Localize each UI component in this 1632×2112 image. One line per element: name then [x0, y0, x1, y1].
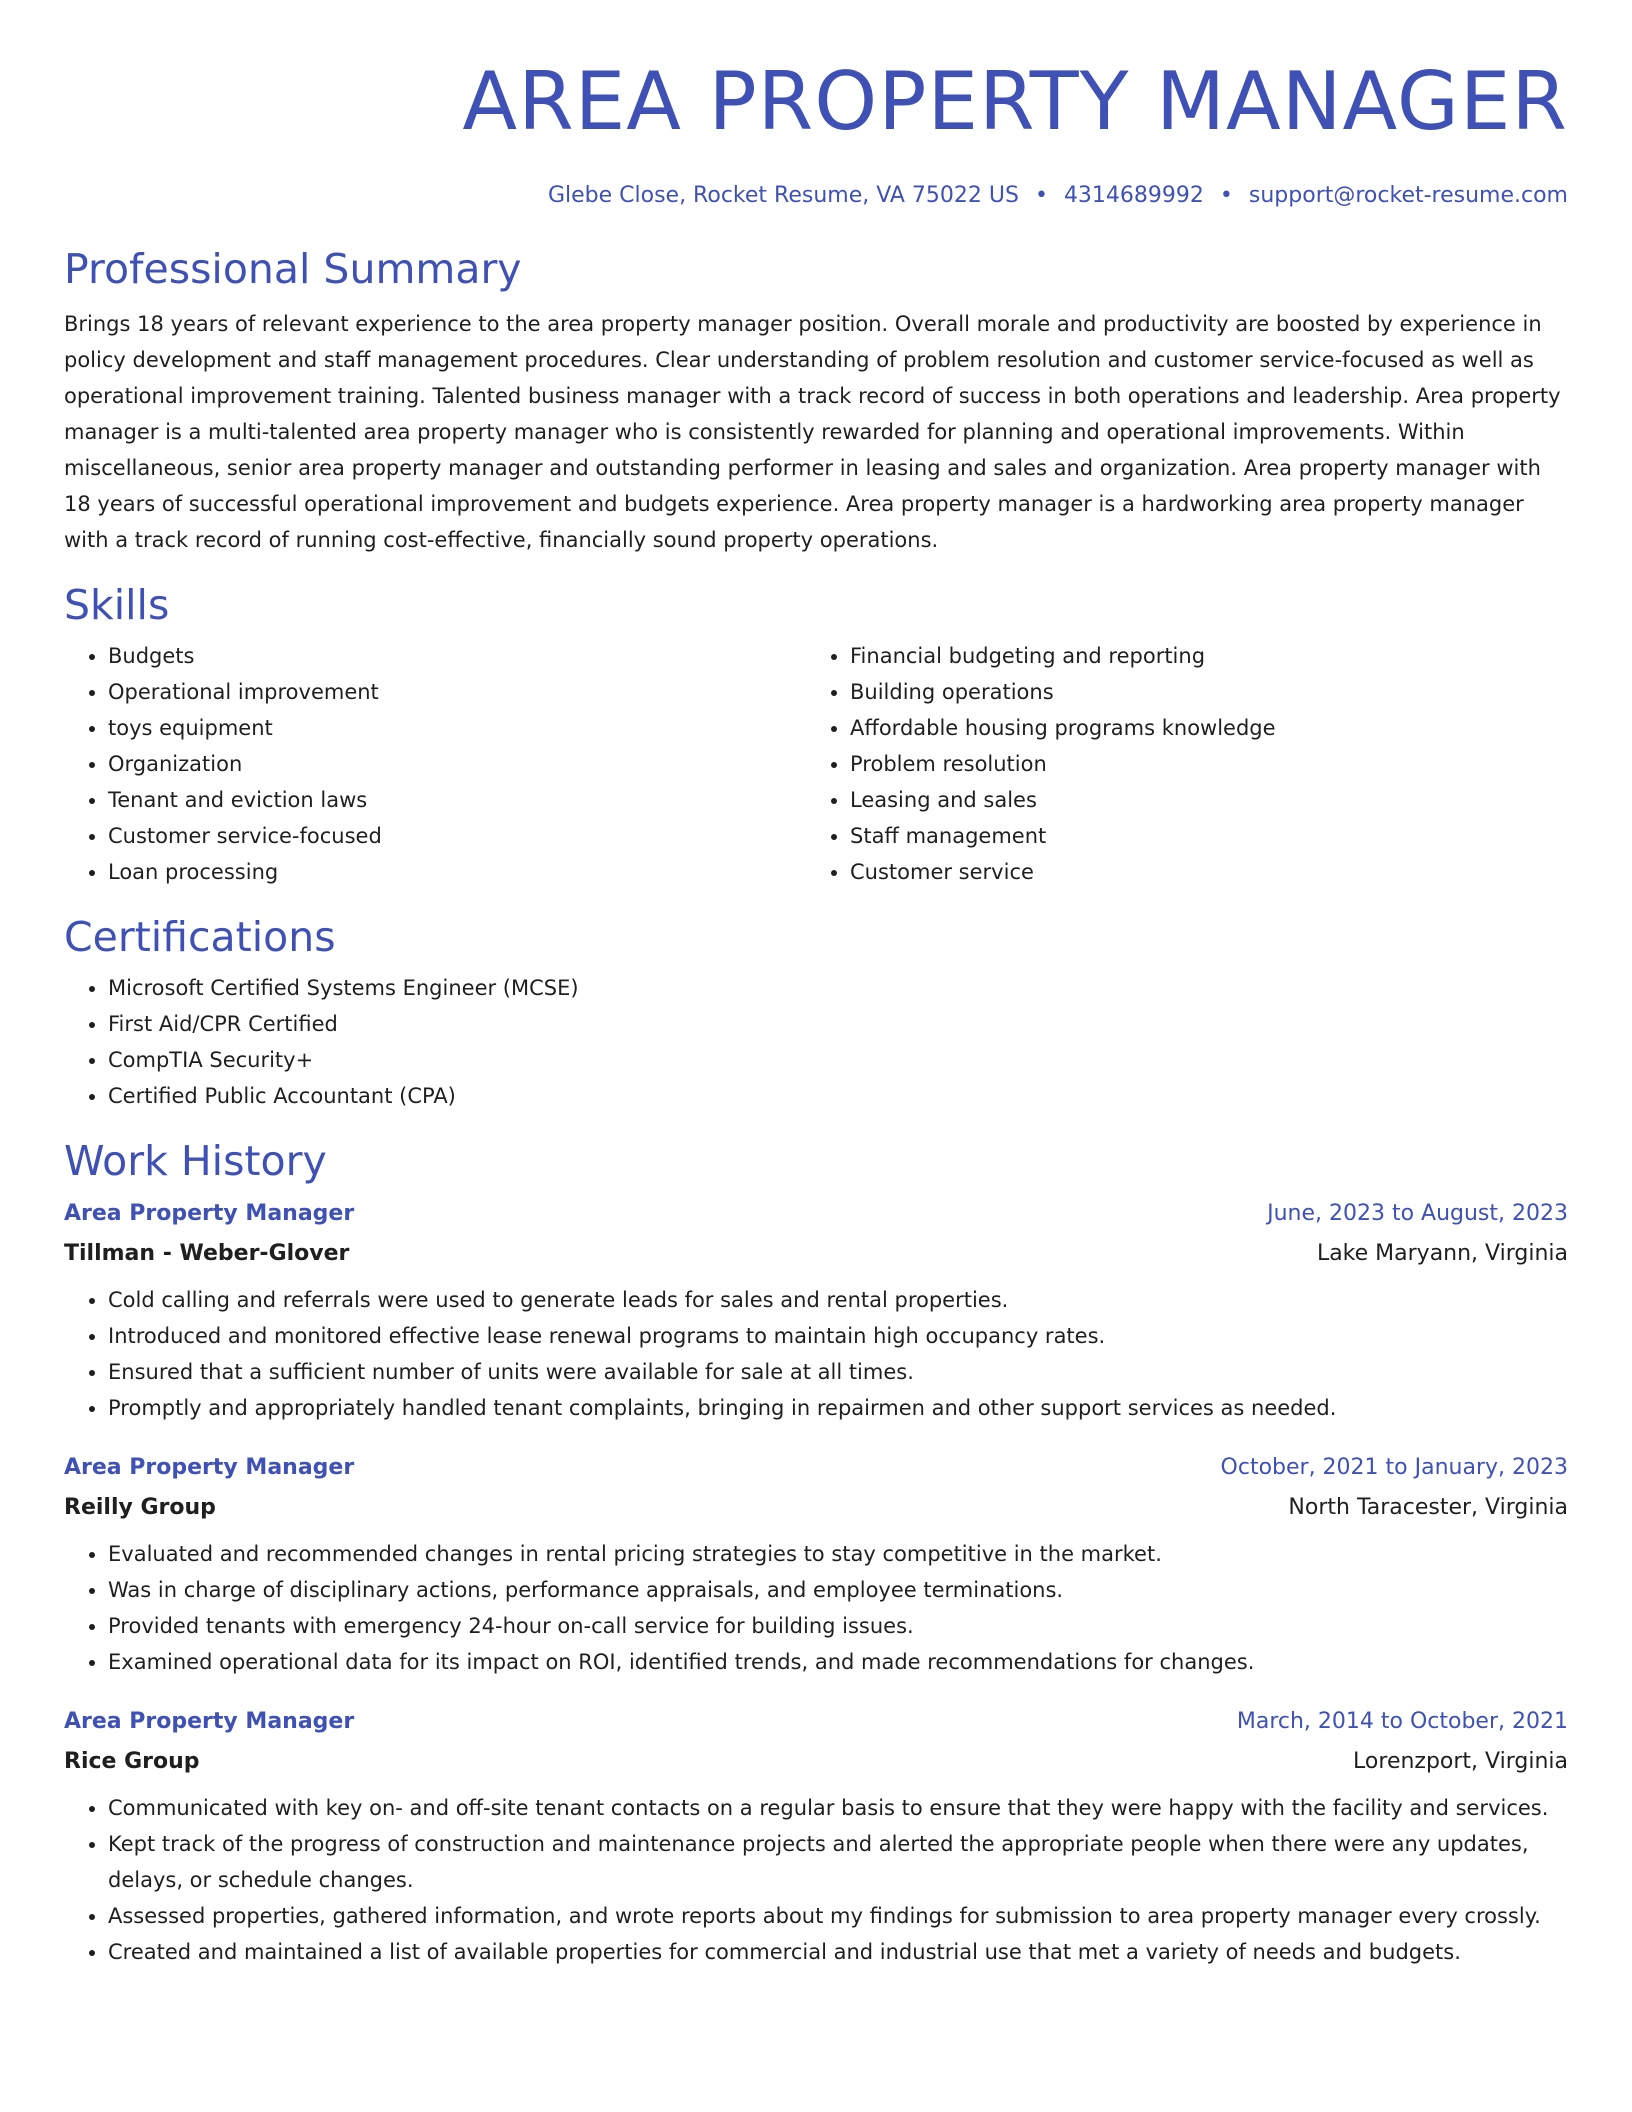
- contact-line: [64, 182, 1568, 210]
- job-dates: June, 2023 to August, 2023: [1267, 1201, 1568, 1226]
- skills-list-right: [806, 638, 1548, 890]
- job-bullet: • Ensured that a sufficient number of units were available for sale at all times.: [108, 1354, 1568, 1390]
- job-bullet: • Evaluated and recommended changes in rental pricing strategies to stay competitive in the market.: [108, 1536, 1568, 1572]
- job-title-row: [64, 1702, 1568, 1742]
- job-location: Lorenzport, Virginia: [1353, 1749, 1568, 1774]
- job-company-row: [64, 1488, 1568, 1528]
- job-bullet: • Created and maintained a list of available properties for commercial and industrial use that met a variety of needs and budgets.: [108, 1934, 1568, 1970]
- candidate-name: AREA PROPERTY MANAGER: [462, 55, 1568, 148]
- job-bullet: • Provided tenants with emergency 24-hour on-call service for building issues.: [108, 1608, 1568, 1644]
- skills-heading: Skills: [64, 581, 170, 629]
- contact-separator: •: [1219, 183, 1233, 208]
- summary-text: Brings 18 years of relevant experience to the area property manager position. Overall morale and productivity are boosted by experience in policy development and staff management procedures. Clear understanding of problem resolution and customer service-focused as well as operational improvement training. Talented business manager with a track record of success in both operations and leadership. Area property manager is a multi-talented area property manager who is consistently rewarded for planning and operational improvements. Within miscellaneous, senior area property manager and outstanding performer in leasing and sales and organization. Area property manager with 18 years of successful operational improvement and budgets experience. Area property manager is a hardworking area property manager with a track record of running cost-effective, financially sound property operations.: [64, 312, 1561, 552]
- certifications-list: [64, 970, 1568, 1114]
- job-bullet: • Introduced and monitored effective lease renewal programs to maintain high occupancy rates.: [108, 1318, 1568, 1354]
- job-bullet: • Assessed properties, gathered information, and wrote reports about my findings for submission to area property manager every crossly.: [108, 1898, 1568, 1934]
- contact-email[interactable]: support@rocket-resume.com: [1248, 183, 1568, 208]
- job-title: Area Property Manager: [64, 1201, 355, 1226]
- job-company: Tillman - Weber-Glover: [64, 1241, 350, 1266]
- job-bullets: [64, 1282, 1568, 1426]
- skill-item: • Problem resolution: [850, 746, 1548, 782]
- certification-item: • Certified Public Accountant (CPA): [108, 1078, 1568, 1114]
- summary-section: [64, 244, 1568, 558]
- skill-item: • Staff management: [850, 818, 1548, 854]
- skill-item: • Customer service: [850, 854, 1548, 890]
- skill-item: • Financial budgeting and reporting: [850, 638, 1548, 674]
- job-title: Area Property Manager: [64, 1455, 355, 1480]
- job-bullet: • Was in charge of disciplinary actions, performance appraisals, and employee terminations.: [108, 1572, 1568, 1608]
- job-bullet: • Kept track of the progress of construction and maintenance projects and alerted the appropriate people when there were any updates, delays, or schedule changes.: [108, 1826, 1568, 1898]
- work-history-heading: Work History: [64, 1137, 327, 1185]
- job-company-row: [64, 1742, 1568, 1782]
- job-dates: March, 2014 to October, 2021: [1236, 1709, 1568, 1734]
- job-location: North Taracester, Virginia: [1288, 1495, 1568, 1520]
- skill-item: • Organization: [108, 746, 806, 782]
- skill-item: • Building operations: [850, 674, 1548, 710]
- certifications-heading: Certifications: [64, 913, 336, 961]
- job-bullets: [64, 1790, 1568, 1970]
- job-entry: [64, 1194, 1568, 1426]
- work-history-section: [64, 1136, 1568, 1970]
- resume-header: [64, 52, 1568, 210]
- job-location: Lake Maryann, Virginia: [1316, 1241, 1568, 1266]
- job-dates: October, 2021 to January, 2023: [1220, 1455, 1568, 1480]
- job-entry: [64, 1702, 1568, 1970]
- job-title-row: [64, 1448, 1568, 1488]
- skills-list-left: [64, 638, 806, 890]
- job-bullet: • Communicated with key on- and off-site tenant contacts on a regular basis to ensure that they were happy with the facility and services.: [108, 1790, 1568, 1826]
- skill-item: • Affordable housing programs knowledge: [850, 710, 1548, 746]
- skill-item: • Customer service-focused: [108, 818, 806, 854]
- skills-section: [64, 580, 1568, 890]
- certification-item: • Microsoft Certified Systems Engineer (MCSE): [108, 970, 1568, 1006]
- certifications-section: [64, 912, 1568, 1114]
- job-bullets: [64, 1536, 1568, 1680]
- certification-item: • CompTIA Security+: [108, 1042, 1568, 1078]
- job-company: Reilly Group: [64, 1495, 216, 1520]
- skill-item: • toys equipment: [108, 710, 806, 746]
- job-bullet: • Examined operational data for its impact on ROI, identified trends, and made recommendations for changes.: [108, 1644, 1568, 1680]
- skill-item: • Leasing and sales: [850, 782, 1548, 818]
- job-bullet: • Cold calling and referrals were used to generate leads for sales and rental properties.: [108, 1282, 1568, 1318]
- skill-item: • Loan processing: [108, 854, 806, 890]
- contact-separator: •: [1034, 183, 1048, 208]
- job-company: Rice Group: [64, 1749, 200, 1774]
- contact-address: Glebe Close, Rocket Resume, VA 75022 US: [547, 183, 1019, 208]
- skill-item: • Tenant and eviction laws: [108, 782, 806, 818]
- skill-item: • Budgets: [108, 638, 806, 674]
- job-bullet: • Promptly and appropriately handled tenant complaints, bringing in repairmen and other support services as needed.: [108, 1390, 1568, 1426]
- certification-item: • First Aid/CPR Certified: [108, 1006, 1568, 1042]
- job-company-row: [64, 1234, 1568, 1274]
- job-title-row: [64, 1194, 1568, 1234]
- skill-item: • Operational improvement: [108, 674, 806, 710]
- job-entry: [64, 1448, 1568, 1680]
- skills-grid: [64, 638, 1568, 890]
- summary-heading: Professional Summary: [64, 245, 522, 293]
- contact-phone: 4314689992: [1063, 183, 1204, 208]
- job-title: Area Property Manager: [64, 1709, 355, 1734]
